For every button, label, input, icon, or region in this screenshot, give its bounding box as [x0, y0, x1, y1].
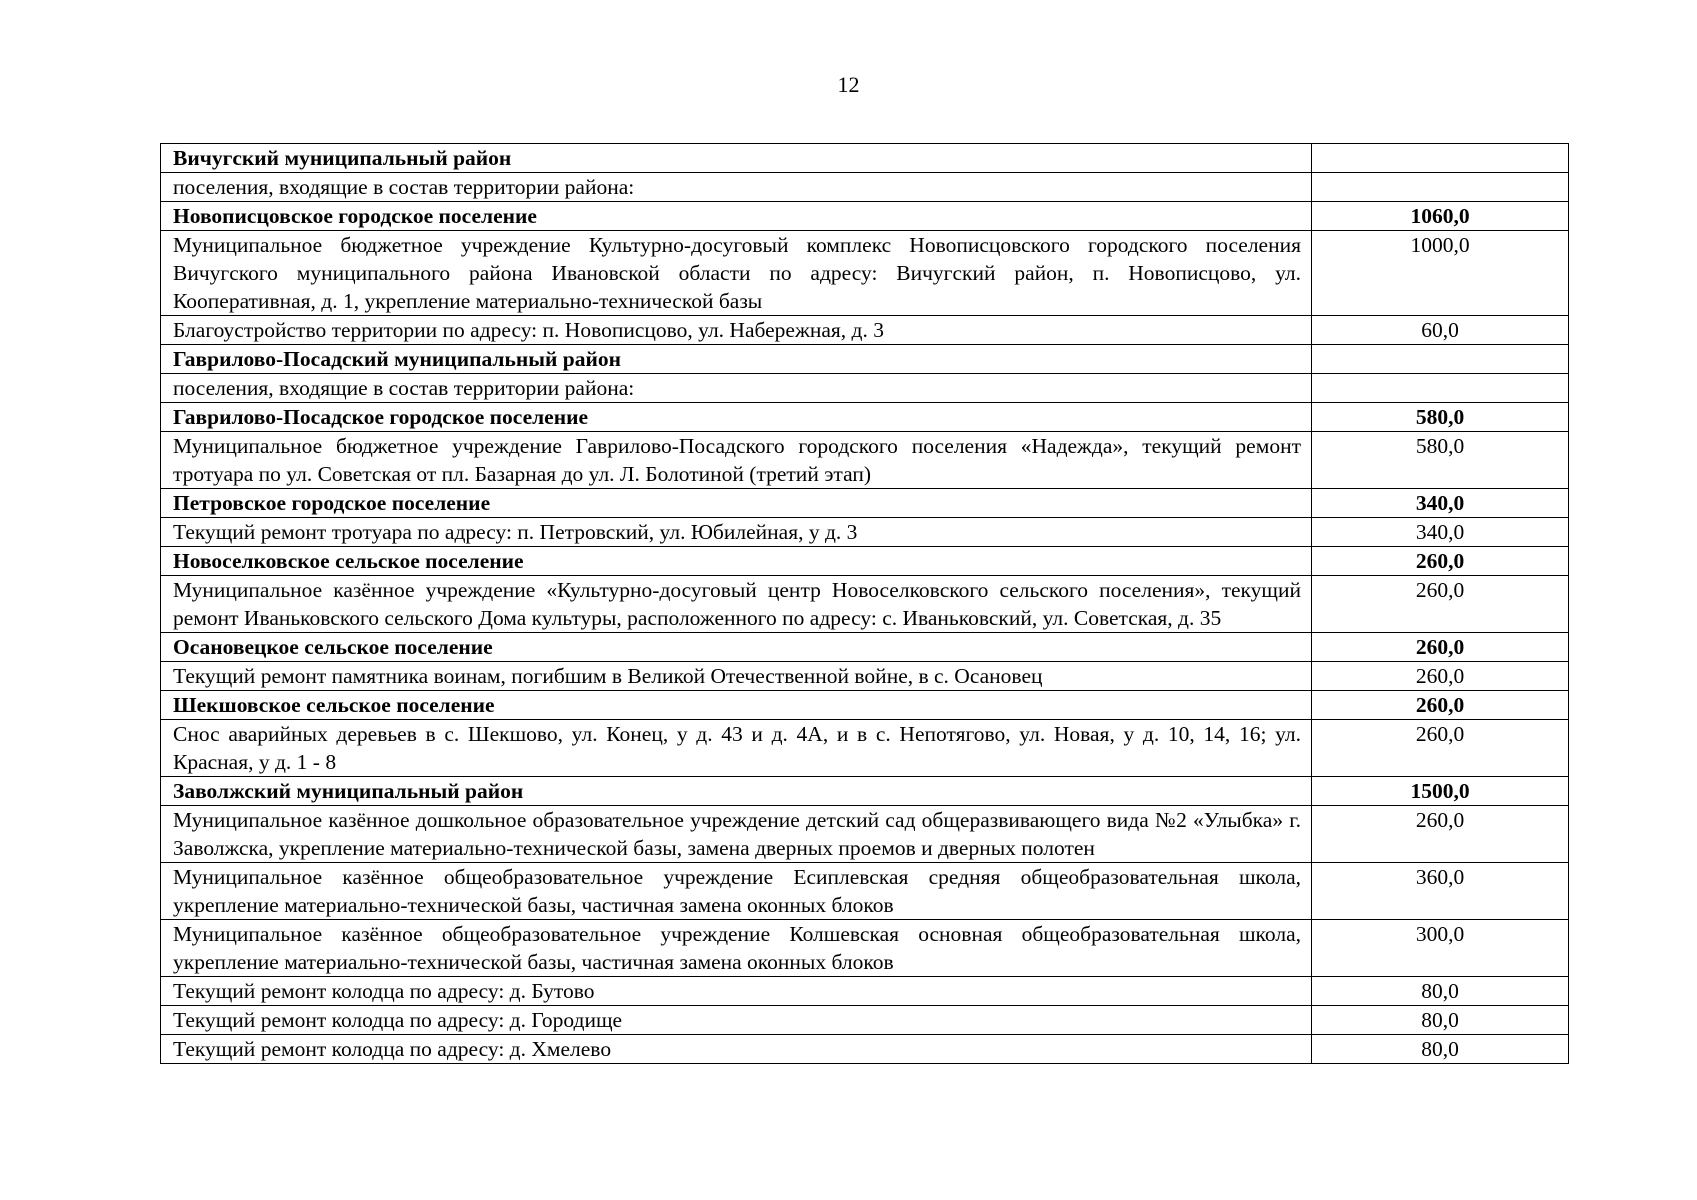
- table-section-row: [161, 547, 1569, 576]
- table-row: [161, 920, 1569, 977]
- table-row: [161, 432, 1569, 489]
- table-row: [161, 173, 1569, 202]
- table-section-row: [161, 489, 1569, 518]
- row-description: Благоустройство территории по адресу: п. Новописцово, ул. Набережная, д. 3: [161, 316, 1312, 345]
- table-row: [161, 518, 1569, 547]
- row-description: Текущий ремонт колодца по адресу: д. Хмелево: [161, 1035, 1312, 1064]
- row-amount: [1312, 345, 1569, 374]
- row-description: Муниципальное казённое общеобразовательное учреждение Есиплевская средняя общеобразовательная школа, укрепление материально-технической базы, частичная замена оконных блоков: [161, 863, 1312, 920]
- row-amount: 580,0: [1312, 432, 1569, 489]
- row-description: Муниципальное казённое дошкольное образовательное учреждение детский сад общеразвивающего вида №2 «Улыбка» г. Заволжска, укрепление материально-технической базы, замена дверных проемов и дверных полотен: [161, 806, 1312, 863]
- table-row: [161, 662, 1569, 691]
- row-amount: 360,0: [1312, 863, 1569, 920]
- row-amount: 300,0: [1312, 920, 1569, 977]
- table-row: [161, 231, 1569, 316]
- row-amount: 340,0: [1312, 489, 1569, 518]
- row-description: Гаврилово-Посадский муниципальный район: [161, 345, 1312, 374]
- table-section-row: [161, 345, 1569, 374]
- row-description: Гаврилово-Посадское городское поселение: [161, 403, 1312, 432]
- row-description: Петровское городское поселение: [161, 489, 1312, 518]
- row-amount: 80,0: [1312, 1006, 1569, 1035]
- row-amount: 340,0: [1312, 518, 1569, 547]
- row-description: Осановецкое сельское поселение: [161, 633, 1312, 662]
- table-section-row: [161, 202, 1569, 231]
- page-number: 12: [837, 72, 860, 97]
- row-amount: 260,0: [1312, 720, 1569, 777]
- table-row: [161, 576, 1569, 633]
- table-row: [161, 316, 1569, 345]
- row-description: Муниципальное бюджетное учреждение Культурно-досуговый комплекс Новописцовского городского поселения Вичугского муниципального района Ивановской области по адресу: Вичугский район, п. Новописцово, ул. Кооперативная, д. 1, укрепление материально-технической базы: [161, 231, 1312, 316]
- row-amount: 260,0: [1312, 691, 1569, 720]
- row-description: Шекшовское сельское поселение: [161, 691, 1312, 720]
- row-amount: [1312, 144, 1569, 173]
- table-row: [161, 806, 1569, 863]
- row-amount: 260,0: [1312, 547, 1569, 576]
- row-amount: 260,0: [1312, 576, 1569, 633]
- row-amount: 60,0: [1312, 316, 1569, 345]
- table-section-row: [161, 403, 1569, 432]
- table-row: [161, 374, 1569, 403]
- row-description: Вичугский муниципальный район: [161, 144, 1312, 173]
- table-section-row: [161, 144, 1569, 173]
- row-description: Муниципальное бюджетное учреждение Гаврилово-Посадского городского поселения «Надежда», текущий ремонт тротуара по ул. Советская от пл. Базарная до ул. Л. Болотиной (третий этап): [161, 432, 1312, 489]
- row-amount: 260,0: [1312, 633, 1569, 662]
- funding-table: [160, 143, 1569, 1064]
- row-description: Снос аварийных деревьев в с. Шекшово, ул. Конец, у д. 43 и д. 4А, и в с. Непотягово, ул. Новая, у д. 10, 14, 16; ул. Красная, у д. 1 - 8: [161, 720, 1312, 777]
- row-amount: 1060,0: [1312, 202, 1569, 231]
- table-section-row: [161, 777, 1569, 806]
- table-row: [161, 977, 1569, 1006]
- row-amount: [1312, 374, 1569, 403]
- row-description: Новоселковское сельское поселение: [161, 547, 1312, 576]
- table-row: [161, 720, 1569, 777]
- table-row: [161, 863, 1569, 920]
- table-row: [161, 1035, 1569, 1064]
- row-amount: 1500,0: [1312, 777, 1569, 806]
- row-description: Заволжский муниципальный район: [161, 777, 1312, 806]
- row-amount: 260,0: [1312, 662, 1569, 691]
- row-description: Муниципальное казённое общеобразовательное учреждение Колшевская основная общеобразовательная школа, укрепление материально-технической базы, частичная замена оконных блоков: [161, 920, 1312, 977]
- row-amount: 80,0: [1312, 977, 1569, 1006]
- row-description: поселения, входящие в состав территории района:: [161, 374, 1312, 403]
- table-section-row: [161, 691, 1569, 720]
- row-amount: 260,0: [1312, 806, 1569, 863]
- table-section-row: [161, 633, 1569, 662]
- table-row: [161, 1006, 1569, 1035]
- row-description: Муниципальное казённое учреждение «Культурно-досуговый центр Новоселковского сельского поселения», текущий ремонт Иваньковского сельского Дома культуры, расположенного по адресу: с. Иваньковский, ул. Советская, д. 35: [161, 576, 1312, 633]
- table-body: [161, 144, 1569, 1064]
- row-description: Новописцовское городское поселение: [161, 202, 1312, 231]
- row-description: Текущий ремонт тротуара по адресу: п. Петровский, ул. Юбилейная, у д. 3: [161, 518, 1312, 547]
- row-description: Текущий ремонт колодца по адресу: д. Городище: [161, 1006, 1312, 1035]
- row-description: Текущий ремонт памятника воинам, погибшим в Великой Отечественной войне, в с. Осановец: [161, 662, 1312, 691]
- row-amount: [1312, 173, 1569, 202]
- row-amount: 1000,0: [1312, 231, 1569, 316]
- row-description: поселения, входящие в состав территории района:: [161, 173, 1312, 202]
- row-amount: 580,0: [1312, 403, 1569, 432]
- row-amount: 80,0: [1312, 1035, 1569, 1064]
- row-description: Текущий ремонт колодца по адресу: д. Бутово: [161, 977, 1312, 1006]
